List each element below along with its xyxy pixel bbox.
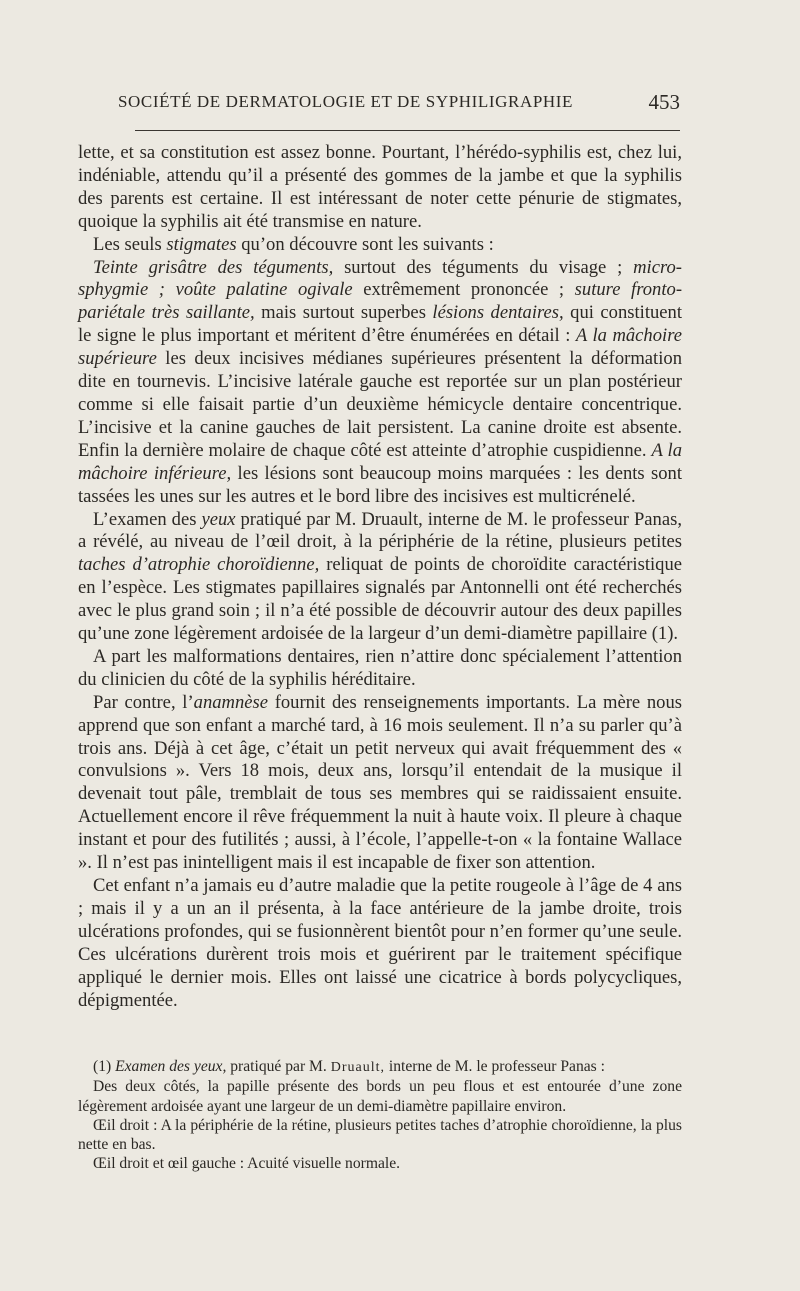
page-number: 453 [648,90,680,114]
paragraph: Par contre, l’anamnèse fournit des renseignements importants. La mère nous apprend que son enfant a marché tard, à 16 mois seulement. Il n’a su parler qu’à trois ans. Déjà à cet âge, c’était un petit nerveux qui avait fréquemment des « convulsions ». Vers 18 mois, deux ans, lorsqu’il entendait de la musique il devenait tout pâle, tremblait de tous ses membres qui se raidissaient ensuite. Actuellement encore il rêve fréquemment la nuit à haute voix. Il pleure à chaque instant et pour des futilités ; aussi, à l’école, l’appelle-t-on « la fontaine Wallace ». Il n’est pas inintelligent mais il est incapable de fixer son attention. [78,691,682,874]
footnote-line: Des deux côtés, la papille présente des bords un peu flous et est entourée d’une zone légèrement ardoisée ayant une largeur de un demi-diamètre papillaire environ. [78,1078,682,1115]
footnotes [78,1057,682,1174]
paragraph: L’examen des yeux pratiqué par M. Druault, interne de M. le professeur Panas, a révélé, au niveau de l’œil droit, à la périphérie de la rétine, plusieurs petites taches d’atrophie choroïdienne, reliquat de points de choroïdite caractéristique en l’espèce. Les stigmates papillaires signalés par Antonnelli ont été recherchés avec le plus grand soin ; il n’a été possible de découvrir autour des deux papilles qu’une zone légèrement ardoisée de la largeur d’un demi-diamètre papillaire (1). [78,508,682,645]
paragraph: A part les malformations dentaires, rien n’attire donc spécialement l’attention du clinicien du côté de la syphilis héréditaire. [78,645,682,690]
main-text [78,142,682,1012]
paragraph: Cet enfant n’a jamais eu d’autre maladie que la petite rougeole à l’âge de 4 ans ; mais il y a un an il présenta, à la face antérieure de la jambe droite, trois ulcérations profondes, qui se fusionnèrent bientôt pour n’en former qu’une seule. Ces ulcérations durèrent trois mois et guérirent par le traitement spécifique appliqué le dernier mois. Elles ont laissé une cicatrice à bords polycycliques, dépigmentée. [78,875,682,1011]
footnote-line: Œil droit : A la périphérie de la rétine, plusieurs petites taches d’atrophie choroïdienne, la plus nette en bas. [78,1116,682,1154]
footnote: (1) Examen des yeux, pratiqué par M. Druault, interne de M. le professeur Panas : [93,1058,605,1075]
page-header [80,90,680,120]
header-rule [135,130,680,131]
footnote-line: Œil droit et œil gauche : Acuité visuelle normale. [93,1155,401,1173]
paragraph: Les seuls stigmates qu’on découvre sont les suivants : [93,233,494,255]
paragraph: lette, et sa constitution est assez bonne. Pourtant, l’hérédo-syphilis est, chez lui, indéniable, attendu qu’il a présenté des gommes de la jambe et que la syphilis des parents est certaine. Il est intéressant de noter cette pénurie de stigmates, quoique la syphilis ait été transmise en nature. [78,142,682,232]
running-title: SOCIÉTÉ DE DERMATOLOGIE ET DE SYPHILIGRAPHIE [118,92,574,111]
paragraph: Teinte grisâtre des téguments, surtout des téguments du visage ; micro-sphygmie ; voûte palatine ogivale extrêmement prononcée ; suture fronto-pariétale très saillante, mais surtout superbes lésions dentaires, qui constituent le signe le plus important et méritent d’être énumérées en détail : A la mâchoire supérieure les deux incisives médianes supérieures présentent la déformation dite en tournevis. L’incisive latérale gauche est reportée sur un plan postérieur comme si elle faisait partie d’un deuxième hémicycle dentaire concentrique. L’incisive et la canine gauches de lait persistent. La canine droite est absente. Enfin la dernière molaire de chaque côté est atteinte d’atrophie cuspidienne. A la mâchoire inférieure, les lésions sont beaucoup moins marquées : les dents sont tassées les unes sur les autres et le bord libre des incisives est multicrénelé. [78,256,683,507]
